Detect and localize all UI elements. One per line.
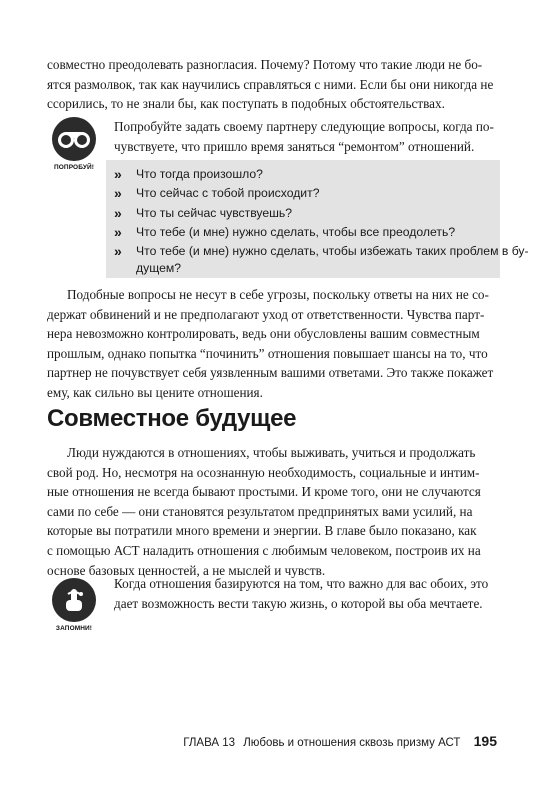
text-line: совместно преодолевать разногласия. Почему? Потому что такие люди не бо- <box>47 57 483 72</box>
bullet-mark: » <box>114 205 122 221</box>
question-text <box>136 166 498 183</box>
section-heading: Совместное будущее <box>47 405 297 432</box>
footer-chapter: ГЛАВА 13 <box>183 737 236 749</box>
finger-string-icon <box>52 578 96 622</box>
intro-paragraph <box>47 55 500 114</box>
text-line: партнер не почувствует себя уязвленным вашими ответами. Это также покажет <box>47 365 494 381</box>
question-text <box>136 205 498 222</box>
text-line: прошлым, однако попытка “починить” отношения повышает шансы на то, что <box>47 345 488 361</box>
text-line: которые вы потратили много времени и энергии. В главе было показано, как <box>47 523 477 539</box>
binoculars-icon <box>52 117 96 161</box>
text-line: Что тебе (и мне) нужно сделать, чтобы избежать таких проблем в бу- <box>136 244 529 258</box>
try-it-marker <box>44 117 104 171</box>
text-line: дает возможность вести такую жизнь, о которой вы оба мечтаете. <box>114 595 483 611</box>
text-line: ные отношения не всегда бывают простыми. И кроме того, они не случаются <box>47 484 481 500</box>
questions-list <box>106 160 529 278</box>
text-line: ссорились, то не знали бы, как поступать в подобных обстоятельствах. <box>47 96 445 112</box>
remember-marker <box>44 578 104 632</box>
bullet-mark: » <box>114 166 122 182</box>
text-line: Что тебе (и мне) нужно сделать, чтобы все преодолеть? <box>136 225 456 239</box>
footer-title: Любовь и отношения сквозь призму АСТ <box>243 737 461 749</box>
text-line: Что ты сейчас чувствуешь? <box>136 206 293 220</box>
text-line: с помощью АСТ наладить отношения с любимым человеком, построив их на <box>47 542 481 558</box>
remember-text <box>114 574 502 613</box>
text-line: чувствуете, что пришло время заняться “ремонтом” отношений. <box>114 138 475 154</box>
remember-label: ЗАПОМНИ! <box>55 625 93 632</box>
question-text <box>136 243 529 277</box>
body-paragraph <box>47 285 500 403</box>
try-it-label: ПОПРОБУЙ! <box>54 164 94 171</box>
text-line: основе базовых ценностей, а не мыслей и чувств. <box>47 562 326 578</box>
question-text <box>136 224 498 241</box>
text-line: Попробуйте задать своему партнеру следующие вопросы, когда по- <box>114 119 494 134</box>
text-line: дущем? <box>136 261 182 275</box>
text-line: ему, как сильно вы цените отношения. <box>47 384 263 400</box>
bullet-mark: » <box>114 185 122 201</box>
question-text <box>136 185 498 202</box>
text-line: сами по себе — они становятся результатом предпринятых вами усилий, на <box>47 503 473 519</box>
tip-text <box>114 117 502 156</box>
page-number: 195 <box>473 733 497 749</box>
text-line: Люди нуждаются в отношениях, чтобы выживать, учиться и продолжать <box>67 445 476 460</box>
text-line: Что сейчас с тобой происходит? <box>136 186 320 200</box>
bullet-mark: » <box>114 243 122 259</box>
text-line: Когда отношения базируются на том, что важно для вас обоих, это <box>114 576 489 591</box>
text-line: держат обвинений и не предполагают уход от ответственности. Чувства парт- <box>47 306 485 322</box>
text-line: ятся размолвок, так как научились справляться с ними. Если бы они никогда не <box>47 76 494 92</box>
bullet-mark: » <box>114 224 122 240</box>
text-line: Что тогда произошло? <box>136 167 263 181</box>
text-line: Подобные вопросы не несут в себе угрозы, поскольку ответы на них не со- <box>67 287 489 302</box>
page-footer <box>0 733 497 749</box>
text-line: свой род. Но, несмотря на осознанную необходимость, социальные и интим- <box>47 464 480 480</box>
body-paragraph <box>47 443 500 580</box>
text-line: нера невозможно контролировать, ведь они обусловлены вашим совместным <box>47 326 480 342</box>
